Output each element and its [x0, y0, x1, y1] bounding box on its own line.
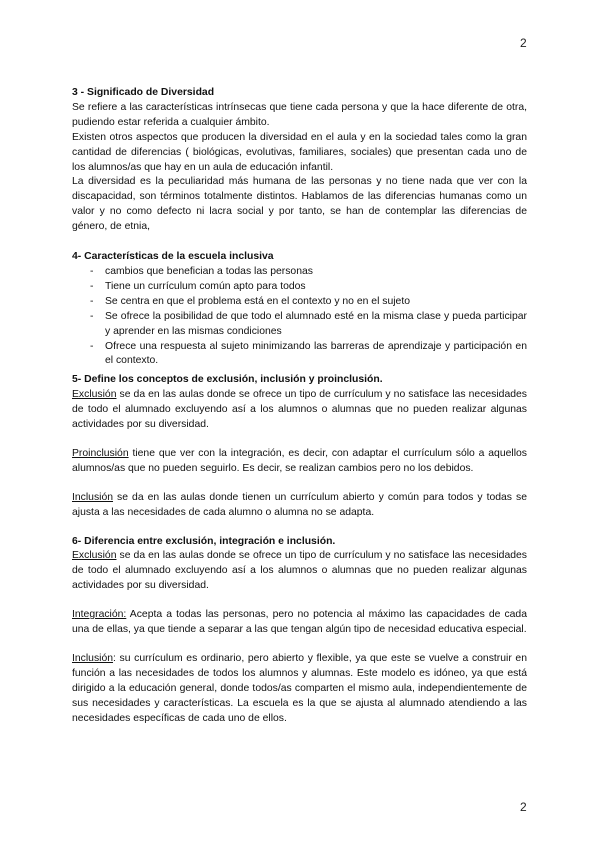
proinclusion-term: Proinclusión — [72, 447, 129, 459]
section-3-paragraph-2: Existen otros aspectos que producen la diversidad en el aula y en la sociedad tales como la gran cantidad de diferencias ( biológicas, evolutivas, familiares, sociales) que presentan cada uno de los alumnos/as que hay en un aula de educación infantil. — [72, 131, 527, 173]
section-3-paragraph-1: Se refiere a las características intrínsecas que tiene cada persona y que la hace diferente de otra, pudiendo estar referida a cualquier ámbito. — [72, 101, 527, 128]
page-number-top: 2 — [520, 36, 527, 50]
section-6-integracion — [72, 608, 527, 638]
section-3-paragraph-3: La diversidad es la peculiaridad más humana de las personas y no tiene nada que ver con la discapacidad, son términos totalmente distintos. Hablamos de las diferencias humanas como un valor y no como defecto ni lacra social y por tanto, se han de contemplar las diferencias de género, de etnia, — [72, 176, 527, 233]
list-item: - Se centra en que el problema está en el contexto y no en el sujeto — [92, 295, 527, 310]
exclusion-definition: se da en las aulas donde se ofrece un tipo de currículum y no satisface las necesidades de todo el alumnado excluyendo así a los alumnos o alumnas que no pueden realizar algunas actividades por su diversidad. — [72, 550, 527, 592]
list-item: - Ofrece una respuesta al sujeto minimizando las barreras de aprendizaje y participación en el contexto. — [92, 340, 527, 370]
inclusion-definition: se da en las aulas donde tienen un currículum abierto y común para todos y todas se ajusta a las necesidades de cada alumno o alumna no se adapta. — [72, 491, 527, 518]
section-6-inclusion — [72, 652, 527, 727]
section-5-inclusion — [72, 491, 527, 521]
inclusive-school-list — [72, 265, 527, 369]
inclusion-definition: : su currículum es ordinario, pero abierto y flexible, ya que este se vuelve a construir en función a las necesidades de todos los alumnos y alumnas. Este modelo es idóneo, ya que está dirigido a la educación general, donde todos/as comparten el mismo aula, independientemente de sus necesidades y características. La escuela es la que se ajusta al alumnado atendiendo a las necesidades específicas de cada uno de ellos. — [72, 653, 527, 724]
exclusion-term: Exclusión — [72, 550, 117, 562]
list-item: - cambios que benefician a todas las personas — [92, 265, 527, 280]
integracion-definition: Acepta a todas las personas, pero no potencia al máximo las capacidades de cada una de ellas, ya que tiende a separar a las que tengan algún tipo de necesidad educativa especial. — [72, 609, 527, 636]
page-number-bottom: 2 — [520, 800, 527, 814]
document-body — [72, 86, 527, 727]
section-3-heading: 3 - Significado de Diversidad — [72, 87, 215, 98]
section-5-proinclusion — [72, 447, 527, 477]
inclusion-term: Inclusión — [72, 491, 114, 503]
section-6-exclusion — [72, 549, 527, 594]
section-6-heading: 6- Diferencia entre exclusión, integración e inclusión. — [72, 535, 336, 547]
list-item: - Tiene un currículum común apto para todos — [92, 280, 527, 295]
proinclusion-definition: tiene que ver con la integración, es decir, con adaptar el currículum sólo a aquellos alumnos/as que no pueden seguirlo. Es decir, se realizan cambios pero no los debidos. — [72, 447, 527, 474]
section-5-exclusion — [72, 388, 527, 433]
section-4-heading: 4- Características de la escuela inclusiva — [72, 251, 274, 263]
section-5-heading: 5- Define los conceptos de exclusión, inclusión y proinclusión. — [72, 374, 383, 386]
list-item: - Se ofrece la posibilidad de que todo el alumnado esté en la misma clase y pueda participar y aprender en las mismas condiciones — [92, 310, 527, 340]
exclusion-term: Exclusión — [72, 389, 117, 401]
integracion-term: Integración: — [72, 609, 127, 621]
inclusion-term: Inclusión — [72, 653, 114, 664]
exclusion-definition: se da en las aulas donde se ofrece un tipo de currículum y no satisface las necesidades de todo el alumnado excluyendo así a los alumnos o alumnas que no pueden realizar algunas actividades por su diversidad. — [72, 389, 527, 431]
